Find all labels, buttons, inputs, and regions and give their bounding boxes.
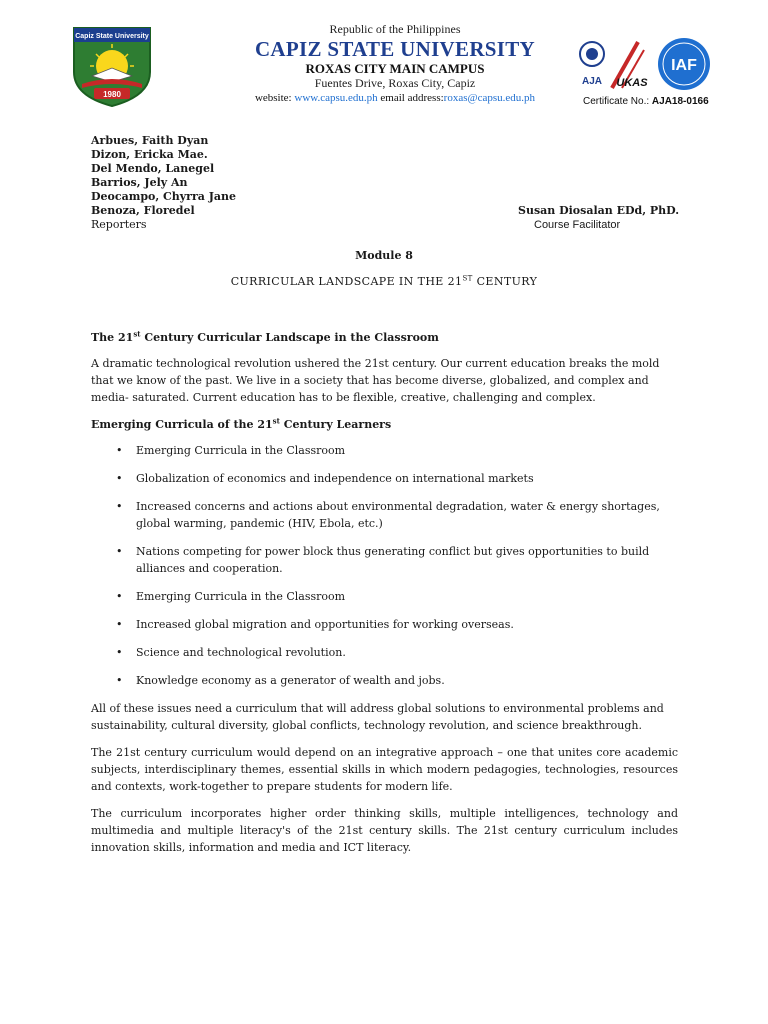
- campus-address: Fuentes Drive, Roxas City, Capiz: [314, 76, 476, 90]
- certification-logos: [578, 36, 718, 96]
- university-name: CAPIZ STATE UNIVERSITY: [254, 37, 536, 61]
- reporter-name: Benoza, Floredel: [91, 204, 195, 217]
- bullet-icon: •: [116, 646, 123, 659]
- paragraph: The 21st century curriculum would depend on an integrative approach – one that unites core academic subjects, interdisciplinary themes, essential skills in which modern pedagogies, technologies, resources and contexts, work-together to prepare students for modern life.: [91, 746, 678, 793]
- aja-badge-icon: [580, 42, 604, 87]
- paragraph: A dramatic technological revolution ushered the 21st century. Our current education breaks the mold that we know of the past. We live in a society that has become diverse, globalized, and complex and media- saturated. Current education has to be flexible, creative, challenging and complex.: [91, 357, 660, 404]
- letterhead: [0, 18, 768, 108]
- bullet-icon: •: [116, 618, 123, 631]
- website-link[interactable]: www.capsu.edu.ph: [294, 92, 378, 104]
- list-item: • Knowledge economy as a generator of wealth and jobs.: [116, 674, 445, 687]
- document-body: [91, 329, 678, 866]
- list-item: • Emerging Curricula in the Classroom: [116, 444, 346, 457]
- list-item: • Science and technological revolution.: [116, 646, 346, 659]
- section-heading: The 21st Century Curricular Landscape in the Classroom: [91, 329, 439, 344]
- bullet-icon: •: [116, 444, 123, 457]
- letterhead-text: [200, 22, 590, 106]
- reporter-name: Barrios, Jely An: [91, 176, 188, 189]
- reporters-role: Reporters: [91, 218, 147, 231]
- bullet-icon: •: [116, 472, 123, 485]
- email-link[interactable]: roxas@capsu.edu.ph: [443, 92, 536, 104]
- seal-text: Capiz State University: [75, 33, 149, 40]
- section-heading: Emerging Curricula of the 21st Century Learners: [91, 416, 392, 431]
- website-label: website:: [254, 92, 292, 104]
- bullet-icon: •: [116, 590, 123, 603]
- facilitator-block: [518, 204, 679, 232]
- certificate-label: Certificate No.:: [583, 96, 650, 107]
- paragraph: The curriculum incorporates higher order thinking skills, multiple intelligences, technology and multimedia and multiple literacy's of the 21st century skills. The 21st century curriculum includes innovation skills, information and media and ICT literacy.: [91, 807, 678, 854]
- list-item: • Globalization of economics and independence on international markets: [116, 472, 534, 485]
- list-item: • Nations competing for power block thus generating conflict but gives opportunities to build alliances and cooperation.: [116, 545, 650, 575]
- reporter-name: Arbues, Faith Dyan: [91, 134, 209, 147]
- bullet-list: [91, 442, 678, 689]
- university-seal-logo: [70, 24, 154, 108]
- bullet-icon: •: [116, 674, 123, 687]
- bullet-icon: •: [116, 500, 123, 513]
- list-item: • Increased global migration and opportunities for working overseas.: [116, 618, 514, 631]
- email-label: email address:: [380, 92, 444, 104]
- svg-text:IAF: IAF: [671, 57, 697, 74]
- republic-line: Republic of the Philippines: [329, 22, 461, 36]
- reporter-name: Dizon, Ericka Mae.: [91, 148, 208, 161]
- iaf-badge-icon: [658, 38, 710, 90]
- facilitator-role: Course Facilitator: [534, 219, 621, 231]
- reporter-name: Del Mendo, Lanegel: [91, 162, 215, 175]
- document-title: CURRICULAR LANDSCAPE IN THE 21ST CENTURY: [230, 274, 538, 288]
- certificate-value: AJA18-0166: [651, 96, 709, 107]
- reporter-name: Deocampo, Chyrra Jane: [91, 190, 237, 203]
- campus-name: ROXAS CITY MAIN CAMPUS: [305, 61, 485, 76]
- contact-line: [200, 91, 590, 106]
- svg-text:AJA: AJA: [581, 76, 603, 87]
- svg-text:UKAS: UKAS: [616, 77, 648, 89]
- reporters-block: [91, 134, 236, 232]
- list-item: • Emerging Curricula in the Classroom: [116, 590, 346, 603]
- certificate-number: [583, 96, 709, 107]
- list-item: • Increased concerns and actions about environmental degradation, water & energy shortages, global warming, pandemic (HIV, Ebola, etc.): [116, 500, 660, 530]
- module-label: Module 8: [355, 249, 413, 262]
- bullet-icon: •: [116, 545, 123, 558]
- seal-year: 1980: [103, 90, 121, 99]
- ukas-badge-icon: [612, 42, 648, 89]
- facilitator-name: Susan Diosalan EDd, PhD.: [518, 204, 680, 217]
- paragraph: All of these issues need a curriculum that will address global solutions to environmental problems and sustainability, cultural diversity, global conflicts, technology revolution, and science breakthrough.: [91, 702, 664, 732]
